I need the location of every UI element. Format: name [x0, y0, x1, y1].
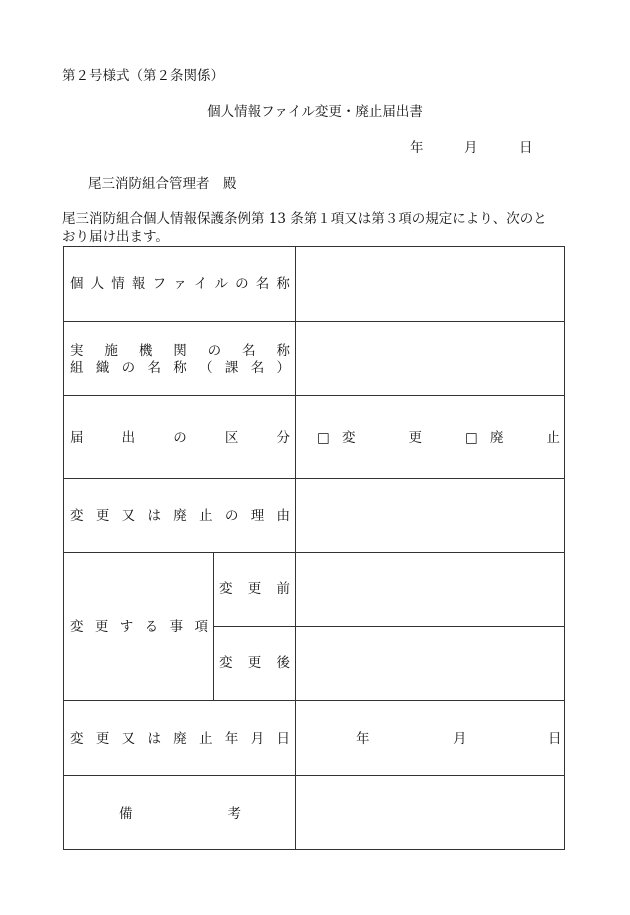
- change-date-day: 日: [548, 731, 562, 747]
- change-date-label: 変 更 又 は 廃 止 年 月 日: [70, 731, 290, 747]
- document-title: 個人情報ファイル変更・廃止届出書: [207, 104, 423, 120]
- file-name-value-cell[interactable]: [296, 247, 564, 321]
- remarks-label: 備 考: [119, 806, 241, 822]
- notification-form-table: [63, 246, 565, 850]
- change-checkbox[interactable]: □: [317, 430, 330, 446]
- addressee: 尾三消防組合管理者 殿: [88, 176, 237, 192]
- remarks-value-cell[interactable]: [296, 776, 564, 849]
- file-name-label: 個 人 情 報 フ ァ イ ル の 名 称: [70, 276, 290, 292]
- date-year-label: 年: [410, 140, 424, 156]
- date-day-label: 日: [519, 140, 533, 156]
- body-text-line-2: おり届け出ます。: [62, 229, 169, 245]
- before-change-value-cell[interactable]: [296, 553, 564, 626]
- abolish-option-label: 廃 止: [490, 430, 560, 446]
- reason-label: 変 更 又 は 廃 止 の 理 由: [70, 508, 290, 524]
- change-option-label: 変 更: [342, 430, 422, 446]
- change-date-month: 月: [453, 731, 467, 747]
- agency-value-cell[interactable]: [296, 322, 564, 395]
- change-date-year: 年: [356, 731, 370, 747]
- date-month-label: 月: [464, 140, 478, 156]
- form-number: 第２号様式（第２条関係）: [62, 68, 224, 84]
- agency-name-label: 実 施 機 関 の 名 称: [70, 343, 290, 359]
- abolish-checkbox[interactable]: □: [465, 430, 478, 446]
- notice-type-label: 届 出 の 区 分: [70, 430, 290, 446]
- reason-value-cell[interactable]: [296, 479, 564, 552]
- changed-items-label: 変 更 す る 事 項: [70, 619, 208, 635]
- body-text-line-1: 尾三消防組合個人情報保護条例第 13 条第１項又は第３項の規定により、次のと: [62, 211, 547, 227]
- after-change-value-cell[interactable]: [296, 627, 564, 700]
- before-change-label: 変 更 前: [219, 581, 290, 597]
- organization-name-label: 組 織 の 名 称 （ 課 名 ）: [70, 360, 290, 376]
- after-change-label: 変 更 後: [219, 655, 290, 671]
